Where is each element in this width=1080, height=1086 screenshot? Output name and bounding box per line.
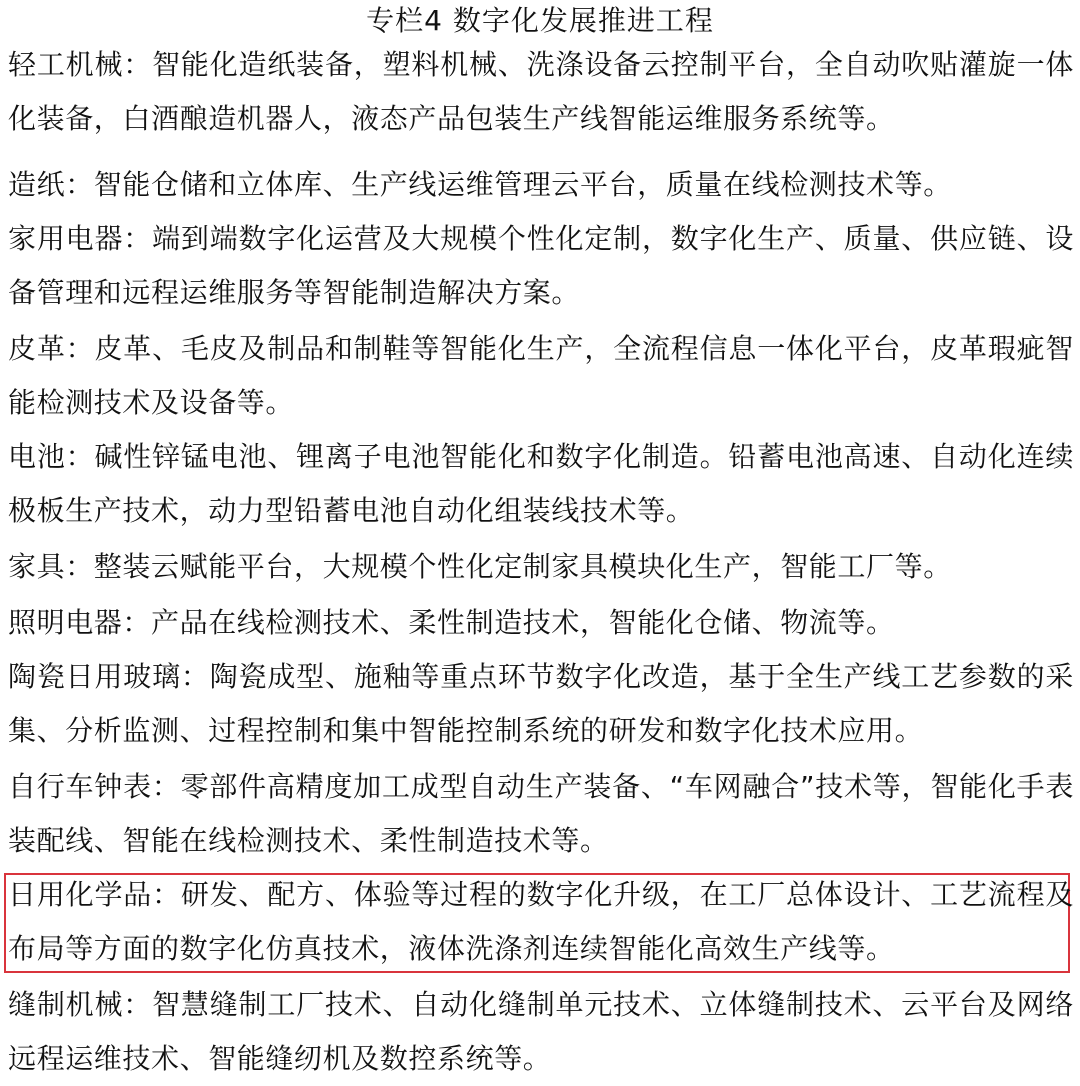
entry-home-appliances: 家用电器：端到端数字化运营及大规模个性化定制，数字化生产、质量、供应链、设备管理和远程运维服务等智能制造解决方案。 — [8, 222, 1074, 309]
entry-light-machinery: 轻工机械：智能化造纸装备，塑料机械、洗涤设备云控制平台，全自动吹贴灌旋一体化装备，白酒酿造机器人，液态产品包装生产线智能运维服务系统等。 — [8, 48, 1074, 135]
entry-ceramics-glass: 陶瓷日用玻璃：陶瓷成型、施釉等重点环节数字化改造，基于全生产线工艺参数的采集、分析监测、过程控制和集中智能控制系统的研发和数字化技术应用。 — [8, 660, 1074, 747]
entry-lighting: 照明电器：产品在线检测技术、柔性制造技术，智能化仓储、物流等。 — [8, 606, 895, 639]
entry-sewing-machinery: 缝制机械：智慧缝制工厂技术、自动化缝制单元技术、立体缝制技术、云平台及网络远程运维技术、智能缝纫机及数控系统等。 — [8, 988, 1074, 1075]
entry-bicycles-clocks: 自行车钟表：零部件高精度加工成型自动生产装备、“车网融合”技术等，智能化手表装配线、智能在线检测技术、柔性制造技术等。 — [8, 770, 1074, 857]
entry-furniture: 家具：整装云赋能平台，大规模个性化定制家具模块化生产，智能工厂等。 — [8, 550, 952, 583]
entry-batteries: 电池：碱性锌锰电池、锂离子电池智能化和数字化制造。铅蓄电池高速、自动化连续极板生产技术，动力型铅蓄电池自动化组装线技术等。 — [8, 440, 1074, 527]
entry-papermaking: 造纸：智能仓储和立体库、生产线运维管理云平台，质量在线检测技术等。 — [8, 168, 952, 201]
entry-leather: 皮革：皮革、毛皮及制品和制鞋等智能化生产，全流程信息一体化平台，皮革瑕疵智能检测技术及设备等。 — [8, 332, 1074, 419]
entry-daily-chemicals: 日用化学品：研发、配方、体验等过程的数字化升级，在工厂总体设计、工艺流程及布局等方面的数字化仿真技术，液体洗涤剂连续智能化高效生产线等。 — [8, 878, 1074, 965]
column-title: 专栏4 数字化发展推进工程 — [366, 4, 714, 37]
